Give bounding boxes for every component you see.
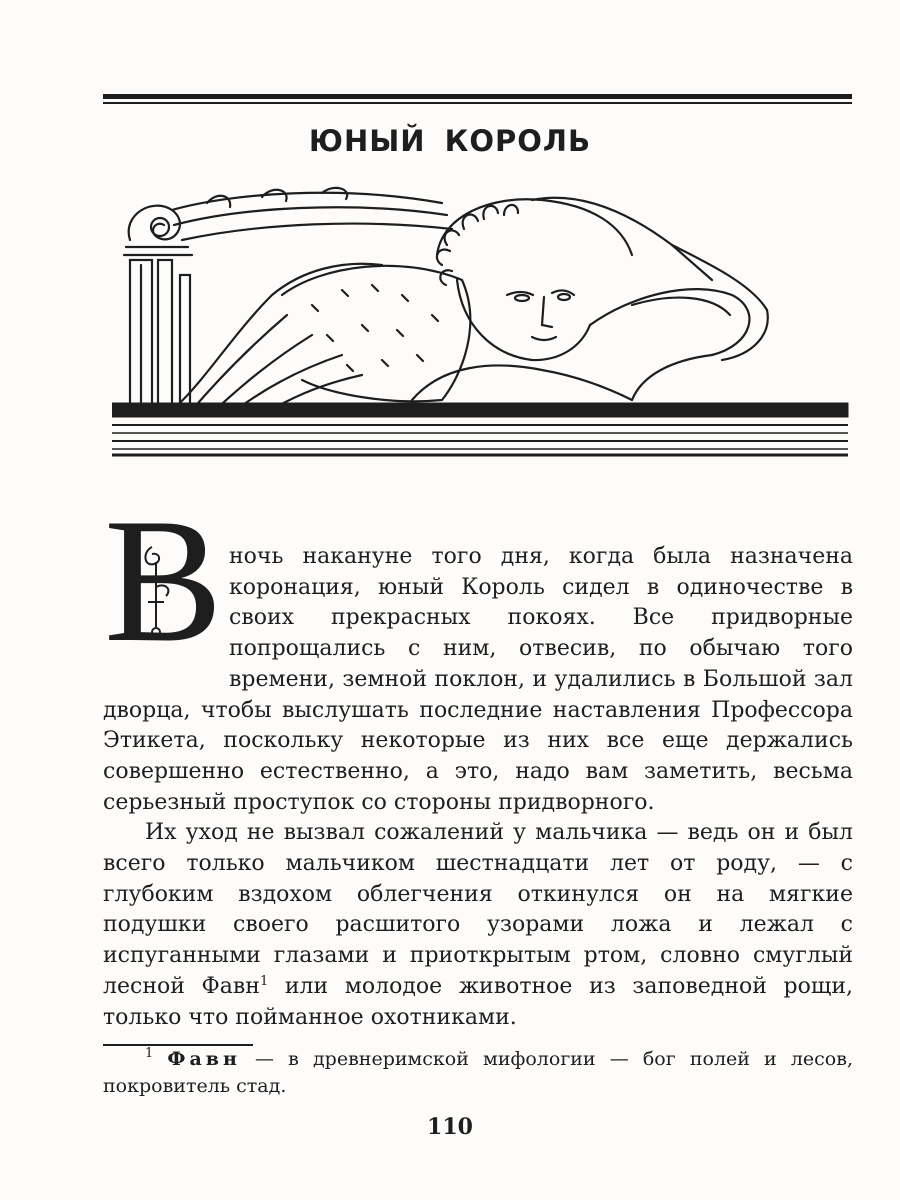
footnote — [103, 1046, 853, 1100]
paragraph-1: ночь накануне того дня, когда была назначена коронация, юный Король сидел в одиночестве в своих прекрасных покоях. Все придворные попрощались с ним, отвесив, по обычаю того времени, земной поклон, и удалились в Большой зал дворца, чтобы выслушать последние наставления Профессора Этикета, поскольку некоторые из них все еще держались совершенно естественно, а это, надо вам заметить, весьма серьезный проступок со стороны придворного. — [103, 544, 853, 815]
footnote-term: Фавн — [167, 1048, 241, 1070]
sleeping-youth-on-throne-icon — [112, 185, 852, 457]
top-rule-thin — [103, 102, 852, 104]
page-number: 110 — [427, 1114, 473, 1140]
footnote-reference: 1 — [259, 973, 269, 989]
footnote-marker: 1 — [145, 1046, 154, 1061]
body-text — [103, 542, 853, 1033]
drop-cap-letter: В — [104, 481, 223, 679]
chapter-title: ЮНЫЙ КОРОЛЬ — [308, 124, 592, 158]
top-rule-thick — [103, 94, 852, 99]
footnote-text: — в древнеримской мифологии — бог полей и лесов, покровитель стад. — [103, 1048, 853, 1097]
paragraph-2 — [103, 818, 853, 1033]
paragraph-2-text-start: Их уход не вызвал сожалений у мальчика — ведь он и был всего только мальчиком шестнадцати лет от роду, — с глубоким вздохом облегчения откинулся он на мягкие подушки своего расшитого узорами ложа и лежал с испуганными глазами и приоткрытым ртом, словно смуглый лесной Фавн — [103, 820, 853, 999]
paragraph-2-text-end: или молодое животное из заповедной рощи, только что пойманное охотниками. — [103, 973, 853, 1030]
